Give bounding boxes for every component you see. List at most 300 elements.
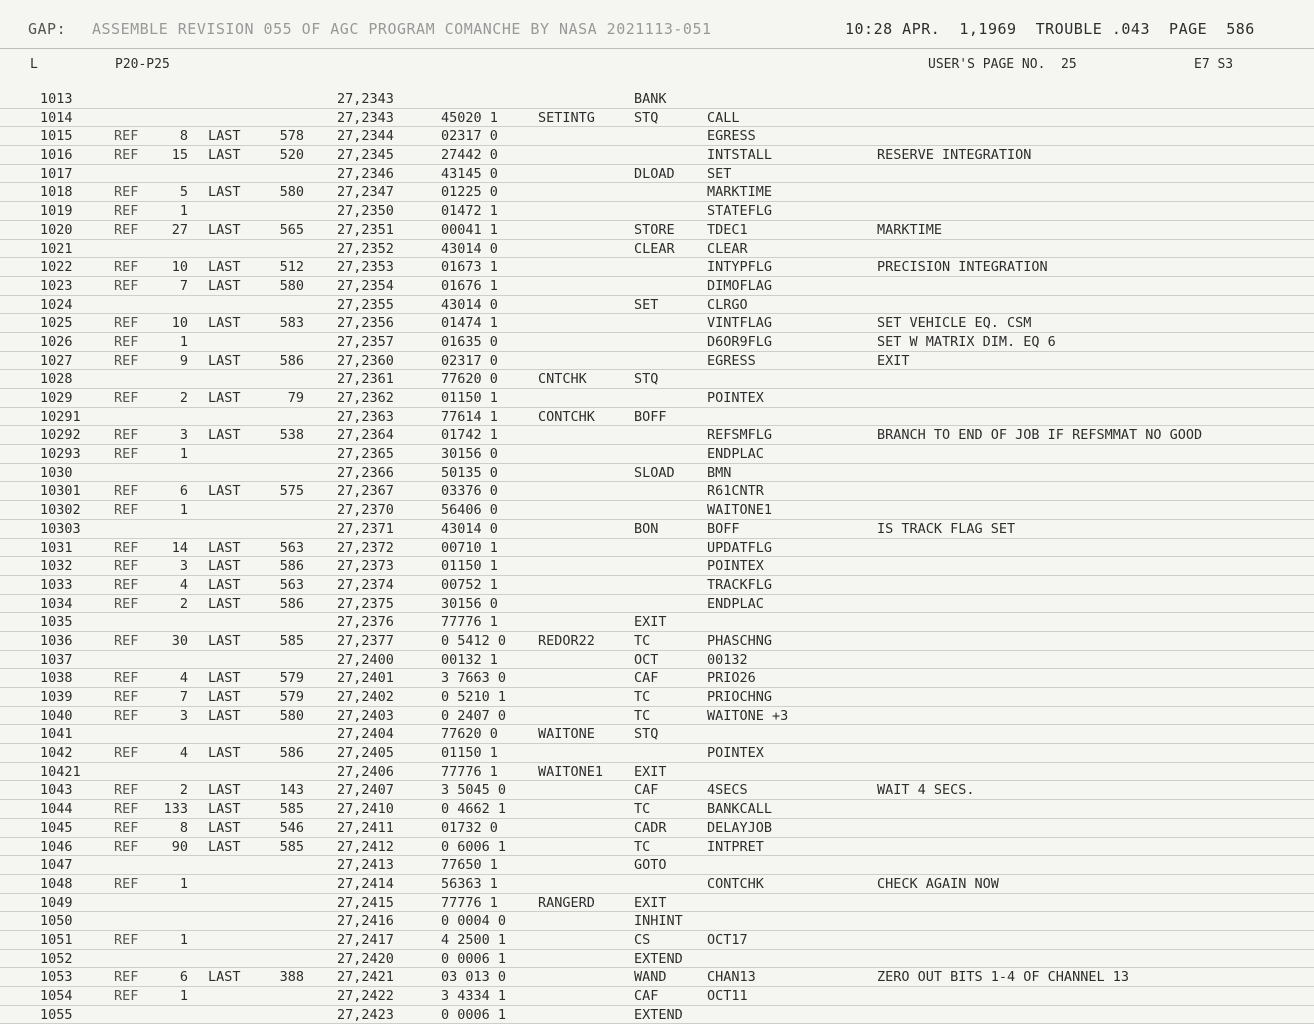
ref-marker: REF [114,184,139,201]
line-number: 1028 [40,371,73,388]
comment: BRANCH TO END OF JOB IF REFSMMAT NO GOOD [877,427,1203,444]
octal-code: 77776 1 [441,763,498,780]
opcode: EXIT [634,763,667,780]
address: 27,2343 [337,91,394,107]
ref-marker: REF [114,689,139,705]
line-number: 1016 [40,147,73,164]
operand: STATEFLG [707,203,773,220]
operand: D6OR9FLG [707,333,773,350]
octal-code: 01635 0 [441,333,498,350]
operand: PRIOCHNG [707,689,773,705]
ref-marker: REF [114,333,139,350]
ref-count: 10 [171,259,188,276]
line-number: 10291 [40,408,81,425]
address: 27,2406 [337,763,394,780]
address: 27,2407 [337,782,394,799]
ref-marker: REF [114,595,139,612]
address: 27,2351 [337,221,394,238]
operand: EGRESS [707,352,756,369]
ref-count: 1 [179,502,188,519]
line-number: 1055 [40,1006,73,1023]
symbol-label: CNTCHK [538,371,587,388]
ref-marker: REF [114,745,139,762]
ref-count: 15 [171,147,188,164]
last-marker: LAST [208,390,241,406]
line-number: 1030 [40,464,73,481]
line-number: 1039 [40,689,73,705]
line-number: 10292 [40,427,81,444]
last-page: 583 [279,315,304,332]
listing-row [0,165,1314,184]
last-marker: LAST [208,427,241,444]
address: 27,2353 [337,259,394,276]
ref-marker: REF [114,875,139,892]
last-marker: LAST [208,801,241,818]
octal-code: 45020 1 [441,109,498,126]
operand: ENDPLAC [707,595,764,612]
octal-code: 01472 1 [441,203,498,220]
symbol-label: WAITONE [538,726,595,743]
ref-count: 1 [179,931,188,948]
opcode: STQ [634,109,659,126]
octal-code: 0 0004 0 [441,913,507,930]
address: 27,2371 [337,520,394,537]
octal-code: 27442 0 [441,147,498,164]
listing-row [0,146,1314,165]
comment: SET W MATRIX DIM. EQ 6 [877,333,1056,350]
address: 27,2354 [337,277,394,294]
comment: IS TRACK FLAG SET [877,520,1016,537]
listing-row [0,557,1314,576]
octal-code: 30156 0 [441,446,498,463]
octal-code: 00710 1 [441,539,498,556]
octal-code: 00041 1 [441,221,498,238]
line-number: 10301 [40,483,81,500]
line-number: 1043 [40,782,73,799]
operand: 00132 [707,651,748,668]
last-marker: LAST [208,277,241,294]
ref-marker: REF [114,315,139,332]
octal-code: 01150 1 [441,558,498,575]
ref-count: 3 [179,558,188,575]
listing-row [0,370,1314,389]
listing-row [0,763,1314,782]
ref-marker: REF [114,128,139,145]
symbol-label: CONTCHK [538,408,595,425]
octal-code: 77620 0 [441,726,498,743]
line-number: 1047 [40,857,73,874]
operand: DIMOFLAG [707,277,773,294]
operand: WAITONE1 [707,502,773,519]
address: 27,2343 [337,109,394,126]
last-page: 585 [279,838,304,855]
last-marker: LAST [208,576,241,593]
address: 27,2346 [337,165,394,182]
ref-count: 2 [179,595,188,612]
listing-row [0,725,1314,744]
listing-row [0,669,1314,688]
address: 27,2412 [337,838,394,855]
last-page: 79 [287,390,304,406]
address: 27,2376 [337,614,394,631]
operand: BOFF [707,520,740,537]
octal-code: 56363 1 [441,875,498,892]
ref-marker: REF [114,931,139,948]
address: 27,2352 [337,240,394,257]
last-marker: LAST [208,745,241,762]
octal-code: 0 4662 1 [441,801,507,818]
operand: POINTEX [707,745,764,762]
line-number: 1026 [40,333,73,350]
opcode: EXIT [634,614,667,631]
opcode: SLOAD [634,464,675,481]
ref-count: 2 [179,782,188,799]
section-label: P20-P25 [115,57,170,72]
line-number: 1052 [40,950,73,967]
line-number: 1053 [40,969,73,986]
ref-marker: REF [114,427,139,444]
last-page: 579 [279,689,304,705]
listing-row [0,894,1314,913]
octal-code: 4 2500 1 [441,931,507,948]
last-page: 580 [279,707,304,724]
line-number: 1024 [40,296,73,313]
line-number: 10302 [40,502,81,519]
ref-marker: REF [114,539,139,556]
user-page-label: USER'S PAGE NO. 25 [928,57,1077,72]
ref-marker: REF [114,632,139,649]
last-marker: LAST [208,315,241,332]
ref-marker: REF [114,147,139,164]
operand: OCT11 [707,988,748,1004]
listing-row [0,258,1314,277]
last-page: 538 [279,427,304,444]
comment: WAIT 4 SECS. [877,782,975,799]
opcode: WAND [634,969,667,986]
line-number: 1040 [40,707,73,724]
listing-row [0,931,1314,950]
octal-code: 0 2407 0 [441,707,507,724]
last-marker: LAST [208,259,241,276]
listing-row [0,838,1314,857]
last-page: 586 [279,595,304,612]
ref-marker: REF [114,390,139,406]
listing-row [0,744,1314,763]
address: 27,2373 [337,558,394,575]
listing-row [0,632,1314,651]
comment: ZERO OUT BITS 1-4 OF CHANNEL 13 [877,969,1129,986]
octal-code: 43014 0 [441,240,498,257]
page-header [0,0,1314,49]
line-number: 1042 [40,745,73,762]
last-page: 546 [279,819,304,836]
ref-marker: REF [114,988,139,1004]
line-number: 1025 [40,315,73,332]
line-number: 1035 [40,614,73,631]
address: 27,2411 [337,819,394,836]
last-marker: LAST [208,221,241,238]
operand: EGRESS [707,128,756,145]
line-number: 1036 [40,632,73,649]
address: 27,2347 [337,184,394,201]
ref-marker: REF [114,259,139,276]
last-page: 563 [279,576,304,593]
ref-count: 4 [179,670,188,687]
last-marker: LAST [208,782,241,799]
operand: VINTFLAG [707,315,773,332]
listing-row [0,651,1314,670]
ref-marker: REF [114,483,139,500]
opcode: EXIT [634,894,667,911]
listing-row [0,221,1314,240]
address: 27,2405 [337,745,394,762]
listing-row [0,127,1314,146]
opcode: CAF [634,782,659,799]
last-marker: LAST [208,670,241,687]
address: 27,2422 [337,988,394,1004]
ref-count: 27 [171,221,188,238]
opcode: BANK [634,91,667,107]
listing-row [0,875,1314,894]
listing-row [0,389,1314,408]
line-number: 1021 [40,240,73,257]
opcode: EXTEND [634,1006,683,1023]
listing-row [0,296,1314,315]
address: 27,2357 [337,333,394,350]
last-marker: LAST [208,707,241,724]
octal-code: 01732 0 [441,819,498,836]
ref-marker: REF [114,801,139,818]
opcode: DLOAD [634,165,675,182]
line-number: 1045 [40,819,73,836]
address: 27,2417 [337,931,394,948]
octal-code: 01742 1 [441,427,498,444]
line-number: 1013 [40,91,73,107]
comment: CHECK AGAIN NOW [877,875,999,892]
octal-code: 3 4334 1 [441,988,507,1004]
address: 27,2372 [337,539,394,556]
octal-code: 0 5210 1 [441,689,507,705]
operand: OCT17 [707,931,748,948]
last-marker: LAST [208,558,241,575]
address: 27,2404 [337,726,394,743]
line-number: 1027 [40,352,73,369]
opcode: GOTO [634,857,667,874]
line-number: 1015 [40,128,73,145]
opcode: STQ [634,726,659,743]
sub-header [0,48,1314,88]
operand: UPDATFLG [707,539,773,556]
octal-code: 02317 0 [441,128,498,145]
opcode: BOFF [634,408,667,425]
octal-code: 3 7663 0 [441,670,507,687]
ref-count: 1 [179,446,188,463]
address: 27,2355 [337,296,394,313]
operand: BMN [707,464,732,481]
listing-row [0,1006,1314,1024]
last-marker: LAST [208,689,241,705]
octal-code: 0 6006 1 [441,838,507,855]
address: 27,2363 [337,408,394,425]
last-page: 578 [279,128,304,145]
address: 27,2416 [337,913,394,930]
last-page: 512 [279,259,304,276]
listing-row [0,912,1314,931]
opcode: TC [634,838,651,855]
address: 27,2345 [337,147,394,164]
ref-count: 7 [179,277,188,294]
address: 27,2374 [337,576,394,593]
listing-row [0,595,1314,614]
listing-row [0,352,1314,371]
header-title: ASSEMBLE REVISION 055 OF AGC PROGRAM COMANCHE BY NASA 2021113-051 [92,20,712,38]
octal-code: 01676 1 [441,277,498,294]
opcode: CS [634,931,651,948]
listing-row [0,202,1314,221]
ref-marker: REF [114,221,139,238]
line-number: 1048 [40,875,73,892]
last-marker: LAST [208,147,241,164]
opcode: STORE [634,221,675,238]
operand: R61CNTR [707,483,764,500]
ref-marker: REF [114,446,139,463]
ref-marker: REF [114,558,139,575]
ref-count: 8 [179,128,188,145]
listing-row [0,501,1314,520]
header-prefix: GAP: [28,20,67,38]
line-number: 1046 [40,838,73,855]
ref-count: 1 [179,875,188,892]
ref-count: 10 [171,315,188,332]
last-marker: LAST [208,819,241,836]
line-number: 10421 [40,763,81,780]
octal-code: 01225 0 [441,184,498,201]
ref-marker: REF [114,502,139,519]
listing-row [0,314,1314,333]
last-marker: LAST [208,352,241,369]
ref-marker: REF [114,782,139,799]
line-number: 1032 [40,558,73,575]
listing-row [0,688,1314,707]
last-page: 586 [279,558,304,575]
opcode: TC [634,801,651,818]
comment: RESERVE INTEGRATION [877,147,1032,164]
comment: EXIT [877,352,910,369]
ref-marker: REF [114,969,139,986]
line-number: 1044 [40,801,73,818]
operand: CHAN13 [707,969,756,986]
ref-count: 4 [179,745,188,762]
line-number: 1033 [40,576,73,593]
address: 27,2421 [337,969,394,986]
listing-row [0,539,1314,558]
line-number: 10293 [40,446,81,463]
octal-code: 00752 1 [441,576,498,593]
operand: PRIO26 [707,670,756,687]
line-number: 1051 [40,931,73,948]
octal-code: 01474 1 [441,315,498,332]
operand: POINTEX [707,558,764,575]
address: 27,2356 [337,315,394,332]
line-number: 1020 [40,221,73,238]
ref-marker: REF [114,707,139,724]
last-page: 585 [279,632,304,649]
octal-code: 43014 0 [441,296,498,313]
last-marker: LAST [208,838,241,855]
address: 27,2344 [337,128,394,145]
ref-count: 1 [179,333,188,350]
ref-marker: REF [114,819,139,836]
ref-count: 2 [179,390,188,406]
address: 27,2370 [337,502,394,519]
listing-row [0,408,1314,427]
line-number: 1041 [40,726,73,743]
ref-count: 8 [179,819,188,836]
octal-code: 3 5045 0 [441,782,507,799]
address: 27,2367 [337,483,394,500]
octal-code: 43145 0 [441,165,498,182]
last-page: 585 [279,801,304,818]
operand: CLRGO [707,296,748,313]
sub-left-code: L [30,57,38,72]
line-number: 1023 [40,277,73,294]
line-number: 1049 [40,894,73,911]
opcode: CLEAR [634,240,675,257]
ref-count: 14 [171,539,188,556]
line-number: 1019 [40,203,73,220]
last-page: 580 [279,184,304,201]
operand: PHASCHNG [707,632,773,649]
address: 27,2365 [337,446,394,463]
operand: SET [707,165,732,182]
comment: MARKTIME [877,221,943,238]
octal-code: 02317 0 [441,352,498,369]
last-page: 580 [279,277,304,294]
last-page: 388 [279,969,304,986]
last-marker: LAST [208,128,241,145]
opcode: TC [634,707,651,724]
operand: ENDPLAC [707,446,764,463]
listing-row [0,613,1314,632]
line-number: 1018 [40,184,73,201]
header-time-info: 10:28 APR. 1,1969 TROUBLE .043 PAGE 586 [845,20,1255,38]
ref-count: 1 [179,988,188,1004]
operand: 4SECS [707,782,748,799]
operand: WAITONE +3 [707,707,789,724]
opcode: OCT [634,651,659,668]
opcode: INHINT [634,913,683,930]
symbol-label: SETINTG [538,109,595,126]
ref-count: 3 [179,427,188,444]
operand: BANKCALL [707,801,773,818]
opcode: CAF [634,670,659,687]
last-page: 563 [279,539,304,556]
ref-marker: REF [114,838,139,855]
last-page: 586 [279,352,304,369]
address: 27,2420 [337,950,394,967]
listing-row [0,445,1314,464]
listing-row [0,987,1314,1006]
sub-right-code: E7 S3 [1194,57,1234,72]
listing-rows [0,90,1314,1024]
octal-code: 00132 1 [441,651,498,668]
ref-marker: REF [114,576,139,593]
last-marker: LAST [208,539,241,556]
ref-count: 6 [179,969,188,986]
octal-code: 01673 1 [441,259,498,276]
ref-count: 3 [179,707,188,724]
comment: PRECISION INTEGRATION [877,259,1048,276]
